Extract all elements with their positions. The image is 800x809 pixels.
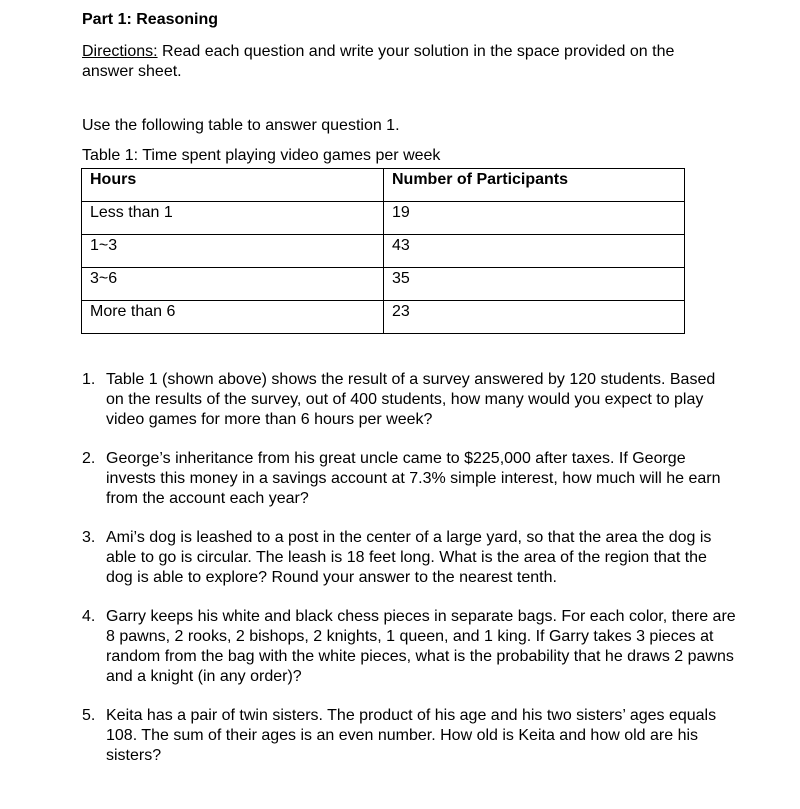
question-item bbox=[82, 706, 736, 766]
table-caption: Table 1: Time spent playing video games per week bbox=[82, 147, 441, 164]
table-row bbox=[82, 301, 685, 334]
table-row bbox=[82, 235, 685, 268]
document-page bbox=[82, 10, 742, 785]
question-item bbox=[82, 370, 736, 430]
question-item bbox=[82, 449, 736, 509]
table-intro: Use the following table to answer question 1. bbox=[82, 117, 400, 134]
question-text: George’s inheritance from his great uncle came to $225,000 after taxes. If George invests this money in a savings account at 7.3% simple interest, how much will he earn from the account each year? bbox=[106, 450, 721, 507]
table-row bbox=[82, 202, 685, 235]
question-text: Garry keeps his white and black chess pieces in separate bags. For each color, there are 8 pawns, 2 rooks, 2 bishops, 2 knights, 1 queen, and 1 king. If Garry takes 3 pieces at random from the bag with the white pieces, what is the probability that he draws 2 pawns and a knight (in any order)? bbox=[106, 608, 736, 685]
question-item bbox=[82, 528, 736, 588]
cell-participants: 19 bbox=[384, 202, 685, 235]
cell-hours: More than 6 bbox=[82, 301, 384, 334]
cell-participants: 35 bbox=[384, 268, 685, 301]
question-number: 2. bbox=[82, 450, 96, 467]
cell-participants: 23 bbox=[384, 301, 685, 334]
question-list bbox=[82, 370, 742, 766]
question-item bbox=[82, 607, 736, 687]
table-row bbox=[82, 268, 685, 301]
directions-label: Directions: bbox=[82, 43, 158, 60]
question-text: Ami’s dog is leashed to a post in the center of a large yard, so that the area the dog is able to go is circular. The leash is 18 feet long. What is the area of the region that the dog is able to explore? Round your answer to the nearest tenth. bbox=[106, 529, 712, 586]
header-participants: Number of Participants bbox=[384, 169, 685, 202]
question-number: 4. bbox=[82, 608, 96, 625]
question-number: 1. bbox=[82, 371, 96, 388]
cell-hours: 3~6 bbox=[82, 268, 384, 301]
cell-hours: Less than 1 bbox=[82, 202, 384, 235]
cell-participants: 43 bbox=[384, 235, 685, 268]
cell-hours: 1~3 bbox=[82, 235, 384, 268]
directions-text: Read each question and write your solution in the space provided on the answer sheet. bbox=[82, 43, 675, 80]
question-number: 5. bbox=[82, 707, 96, 724]
question-text: Table 1 (shown above) shows the result of a survey answered by 120 students. Based on the results of the survey, out of 400 students, how many would you expect to play video games for more than 6 hours per week? bbox=[106, 371, 716, 428]
directions bbox=[82, 42, 722, 82]
hours-table bbox=[81, 168, 685, 334]
question-number: 3. bbox=[82, 529, 96, 546]
table-header-row bbox=[82, 169, 685, 202]
part-title: Part 1: Reasoning bbox=[82, 11, 219, 28]
header-hours: Hours bbox=[82, 169, 384, 202]
question-text: Keita has a pair of twin sisters. The product of his age and his two sisters’ ages equals 108. The sum of their ages is an even number. How old is Keita and how old are his sisters? bbox=[106, 707, 717, 764]
